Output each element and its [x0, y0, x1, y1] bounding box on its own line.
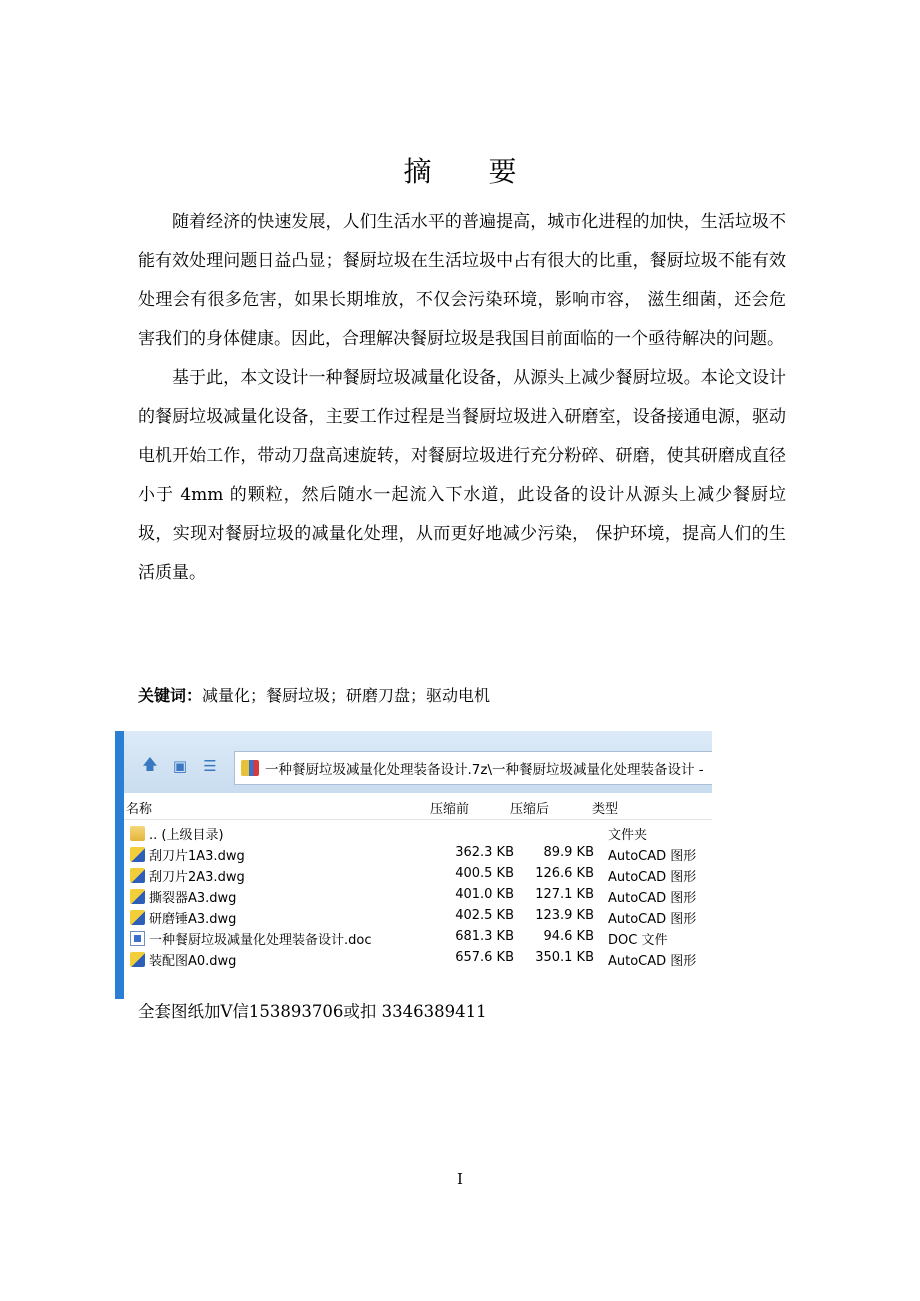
file-name-text: 刮刀片1A3.dwg [149, 849, 245, 864]
column-type[interactable]: 类型 [592, 802, 619, 817]
file-name-text: .. (上级目录) [149, 828, 224, 843]
keywords-label: 关键词： [138, 686, 203, 705]
file-packed-size: 127.1 KB [535, 887, 594, 902]
file-type: AutoCAD 图形 [608, 849, 697, 864]
archive-icon [241, 760, 259, 776]
file-type: AutoCAD 图形 [608, 954, 697, 969]
dwg-icon [130, 910, 145, 925]
file-name [130, 950, 236, 969]
folder-icon [130, 826, 145, 841]
file-name [130, 866, 245, 885]
file-size: 402.5 KB [455, 908, 514, 923]
file-row[interactable] [124, 948, 712, 969]
contact-note: 全套图纸加V信153893706或扣 3346389411 [138, 1002, 487, 1021]
file-name [130, 929, 372, 948]
file-name-text: 撕裂器A3.dwg [149, 891, 237, 906]
file-type: DOC 文件 [608, 933, 668, 948]
file-row[interactable] [124, 927, 712, 948]
abstract-paragraph-1: 随着经济的快速发展，人们生活水平的普遍提高，城市化进程的加快，生活垃圾不能有效处理问题日益凸显；餐厨垃圾在生活垃圾中占有很大的比重，餐厨垃圾不能有效处理会有很多危害，如果长期堆放，不仅会污染环境，影响市容， 滋生细菌，还会危害我们的身体健康。因此，合理解决餐厨垃圾是我国目前面临的一个亟待解决的问题。 [138, 212, 786, 349]
file-size: 362.3 KB [455, 845, 514, 860]
file-row[interactable] [124, 822, 712, 843]
column-packed[interactable]: 压缩后 [510, 802, 550, 817]
file-name [130, 887, 236, 906]
address-path: 一种餐厨垃圾减量化处理装备设计.7z\一种餐厨垃圾减量化处理装备设计 - [265, 762, 704, 778]
file-packed-size: 94.6 KB [543, 929, 594, 944]
file-packed-size: 89.9 KB [543, 845, 594, 860]
view-icon[interactable]: ▣ [172, 757, 188, 775]
file-packed-size: 350.1 KB [535, 950, 594, 965]
keywords-text: 减量化；餐厨垃圾；研磨刀盘；驱动电机 [202, 686, 491, 705]
file-name-text: 一种餐厨垃圾减量化处理装备设计.doc [149, 933, 372, 948]
file-name [130, 824, 224, 843]
file-packed-size: 126.6 KB [535, 866, 594, 881]
file-name [130, 908, 236, 927]
file-size: 681.3 KB [455, 929, 514, 944]
file-row[interactable] [124, 885, 712, 906]
file-type: AutoCAD 图形 [608, 870, 697, 885]
dwg-icon [130, 952, 145, 967]
file-name-text: 装配图A0.dwg [149, 954, 237, 969]
archive-toolbar [124, 731, 712, 793]
file-type: AutoCAD 图形 [608, 891, 697, 906]
column-header [124, 793, 712, 820]
file-name-text: 研磨锤A3.dwg [149, 912, 237, 927]
abstract-paragraph-2: 基于此，本文设计一种餐厨垃圾减量化设备，从源头上减少餐厨垃圾。本论文设计的餐厨垃圾减量化设备，主要工作过程是当餐厨垃圾进入研磨室，设备接通电源，驱动电机开始工作，带动刀盘高速旋转，对餐厨垃圾进行充分粉碎、研磨，使其研磨成直径小于 4mm 的颗粒，然后随水一起流入下水道，此设备的设计从源头上减少餐厨垃圾，实现对餐厨垃圾的减量化处理，从而更好地减少污染， 保护环境，提高人们的生活质量。 [138, 368, 786, 583]
list-view-icon[interactable]: ☰ [203, 757, 217, 775]
dwg-icon [130, 889, 145, 904]
dwg-icon [130, 868, 145, 883]
abstract-body [138, 203, 786, 593]
file-packed-size: 123.9 KB [535, 908, 594, 923]
column-name[interactable]: 名称 [126, 802, 153, 817]
file-size: 400.5 KB [455, 866, 514, 881]
up-arrow-icon[interactable]: 🡅 [142, 754, 158, 773]
file-name [130, 845, 245, 864]
file-size: 657.6 KB [455, 950, 514, 965]
doc-icon [130, 931, 145, 946]
file-row[interactable] [124, 864, 712, 885]
page-number: I [457, 1170, 463, 1188]
column-size[interactable]: 压缩前 [430, 802, 470, 817]
file-type: 文件夹 [608, 828, 648, 843]
file-size: 401.0 KB [455, 887, 514, 902]
window-edge [115, 731, 124, 999]
keywords-line [138, 682, 490, 710]
file-row[interactable] [124, 906, 712, 927]
dwg-icon [130, 847, 145, 862]
archive-file-browser [115, 731, 712, 999]
file-name-text: 刮刀片2A3.dwg [149, 870, 245, 885]
abstract-title: 摘 要 [403, 155, 541, 188]
file-row[interactable] [124, 843, 712, 864]
address-bar[interactable] [234, 751, 712, 785]
file-type: AutoCAD 图形 [608, 912, 697, 927]
